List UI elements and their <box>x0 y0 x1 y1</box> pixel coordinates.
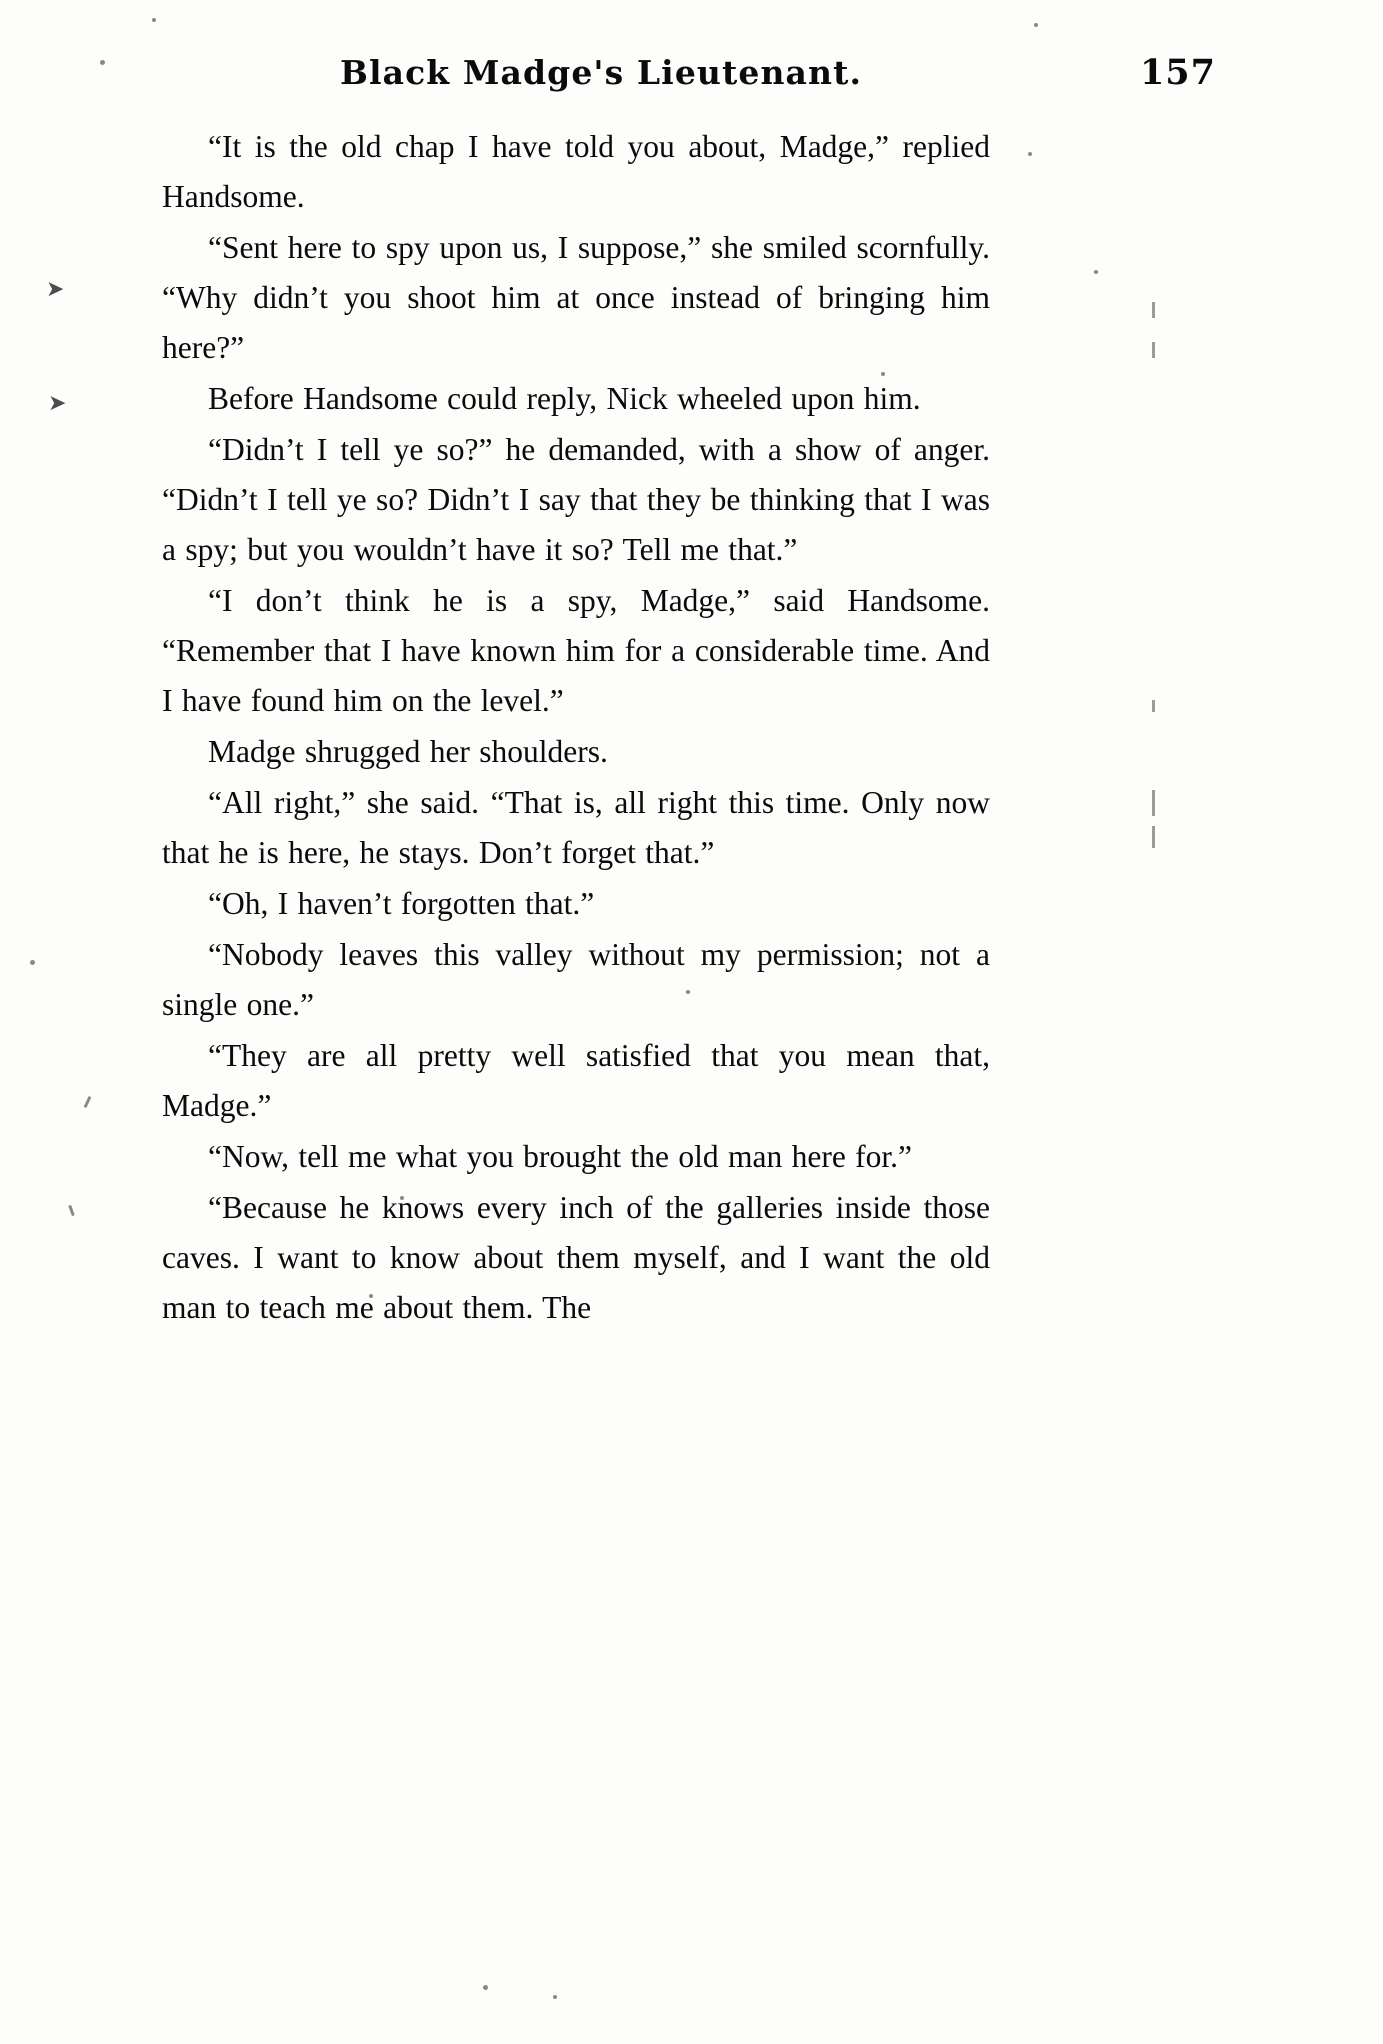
scan-speck <box>1094 270 1098 274</box>
paragraph: “Now, tell me what you brought the old man here for.” <box>208 1139 913 1174</box>
scan-speck <box>68 1205 75 1216</box>
paragraph: “Didn’t I tell ye so?” he demanded, with a show of anger. “Didn’t I tell ye so? Didn’t I say that they be thinking that I was a spy; but you wouldn’t have it so? Tell me that.” <box>162 432 990 567</box>
scan-speck <box>483 1985 488 1990</box>
scan-speck <box>30 960 35 965</box>
paragraph: “Because he knows every inch of the galleries inside those caves. I want to know about them myself, and I want the old man to teach me about them. The <box>162 1190 990 1325</box>
paragraph: Before Handsome could reply, Nick wheeled upon him. <box>208 381 921 416</box>
paragraph: “It is the old chap I have told you about, Madge,” replied Handsome. <box>162 129 990 214</box>
scan-speck <box>152 18 156 22</box>
scan-speck <box>553 1995 557 1999</box>
scan-speck <box>100 60 105 65</box>
paragraph: Madge shrugged her shoulders. <box>208 734 608 769</box>
paragraph: “They are all pretty well satisfied that you mean that, Madge.” <box>162 1038 990 1123</box>
page-header <box>165 52 1220 102</box>
running-title: Black Madge's Lieutenant. <box>340 53 863 92</box>
scan-speck <box>1028 152 1032 156</box>
paragraph: “All right,” she said. “That is, all right this time. Only now that he is here, he stays. Don’t forget that.” <box>162 785 990 870</box>
page-body <box>162 122 990 1333</box>
margin-mark: ➤ <box>48 390 67 415</box>
paragraph: “Sent here to spy upon us, I suppose,” she smiled scornfully. “Why didn’t you shoot him at once instead of bringing him here?” <box>162 230 990 365</box>
paragraph: “Nobody leaves this valley without my permission; not a single one.” <box>162 937 990 1022</box>
paragraph: “I don’t think he is a spy, Madge,” said Handsome. “Remember that I have known him for a considerable time. And I have found him on the level.” <box>162 583 990 718</box>
page-number: 157 <box>1139 52 1216 93</box>
right-margin-artifacts <box>1145 120 1155 1440</box>
scan-speck <box>84 1096 92 1108</box>
paragraph: “Oh, I haven’t forgotten that.” <box>208 886 595 921</box>
margin-mark: ➤ <box>46 276 65 301</box>
scan-speck <box>1034 23 1038 27</box>
